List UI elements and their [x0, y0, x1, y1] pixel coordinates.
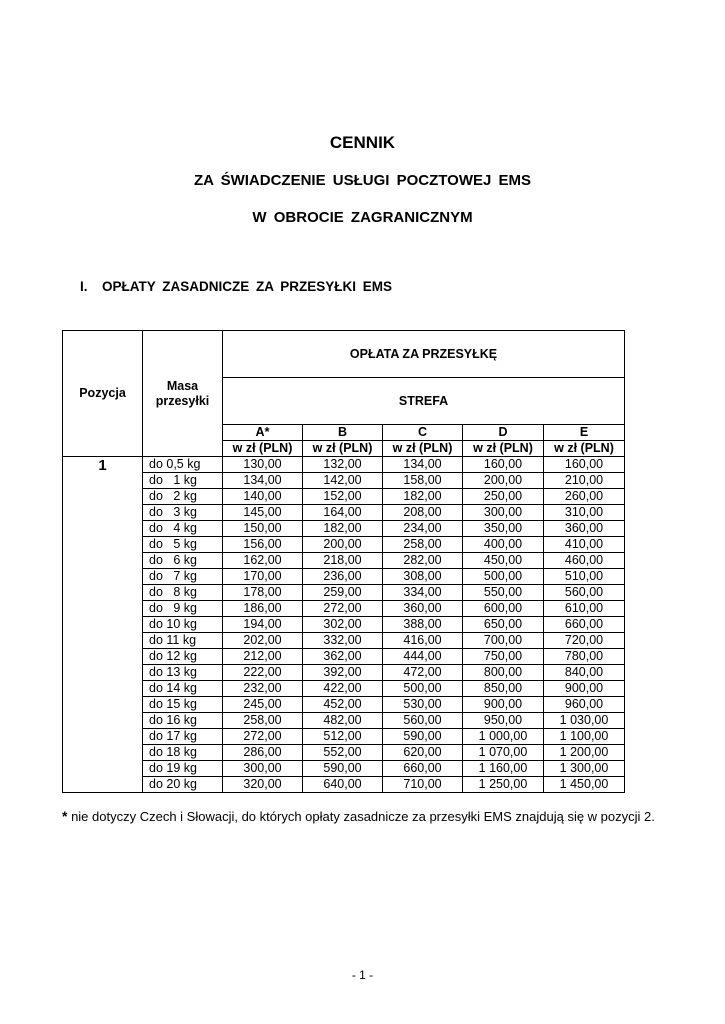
zone-header: C: [383, 425, 463, 441]
table-row: [63, 713, 625, 729]
table-row: [63, 633, 625, 649]
price-cell: 1 000,00: [463, 729, 544, 745]
price-cell: 700,00: [463, 633, 544, 649]
zone-header: B: [303, 425, 383, 441]
price-cell: 422,00: [303, 681, 383, 697]
price-cell: 134,00: [223, 473, 303, 489]
price-cell: 156,00: [223, 537, 303, 553]
weight-cell: do 13 kg: [143, 665, 223, 681]
price-cell: 142,00: [303, 473, 383, 489]
price-cell: 960,00: [544, 697, 625, 713]
price-cell: 234,00: [383, 521, 463, 537]
table-row: [63, 553, 625, 569]
price-cell: 152,00: [303, 489, 383, 505]
weight-cell: do 4 kg: [143, 521, 223, 537]
price-cell: 182,00: [303, 521, 383, 537]
table-row: [63, 697, 625, 713]
table-row: [63, 521, 625, 537]
weight-cell: do 10 kg: [143, 617, 223, 633]
price-cell: 590,00: [303, 761, 383, 777]
price-cell: 552,00: [303, 745, 383, 761]
unit-header: w zł (PLN): [544, 441, 625, 457]
price-cell: 400,00: [463, 537, 544, 553]
price-cell: 1 030,00: [544, 713, 625, 729]
price-cell: 332,00: [303, 633, 383, 649]
header-masa-line2: przesyłki: [155, 393, 210, 408]
price-cell: 258,00: [223, 713, 303, 729]
price-cell: 300,00: [223, 761, 303, 777]
unit-header: w zł (PLN): [223, 441, 303, 457]
zone-header: E: [544, 425, 625, 441]
header-strefa: STREFA: [223, 378, 625, 425]
price-cell: 218,00: [303, 553, 383, 569]
weight-cell: do 7 kg: [143, 569, 223, 585]
price-cell: 160,00: [463, 457, 544, 473]
price-cell: 392,00: [303, 665, 383, 681]
price-cell: 452,00: [303, 697, 383, 713]
price-cell: 334,00: [383, 585, 463, 601]
footnote: [62, 807, 655, 826]
price-cell: 360,00: [383, 601, 463, 617]
price-cell: 500,00: [383, 681, 463, 697]
position-number: 1: [63, 457, 143, 793]
header-oplata: OPŁATA ZA PRZESYŁKĘ: [223, 331, 625, 378]
weight-cell: do 12 kg: [143, 649, 223, 665]
table-row: [63, 617, 625, 633]
price-cell: 360,00: [544, 521, 625, 537]
price-cell: 472,00: [383, 665, 463, 681]
page-subtitle-1: ZA ŚWIADCZENIE USŁUGI POCZTOWEJ EMS: [193, 172, 531, 189]
weight-cell: do 2 kg: [143, 489, 223, 505]
price-cell: 780,00: [544, 649, 625, 665]
price-cell: 640,00: [303, 777, 383, 793]
price-table: [62, 330, 625, 793]
unit-header: w zł (PLN): [463, 441, 544, 457]
zone-header: D: [463, 425, 544, 441]
weight-cell: do 18 kg: [143, 745, 223, 761]
price-cell: 560,00: [383, 713, 463, 729]
price-cell: 482,00: [303, 713, 383, 729]
table-row: [63, 585, 625, 601]
price-cell: 388,00: [383, 617, 463, 633]
weight-cell: do 8 kg: [143, 585, 223, 601]
price-cell: 720,00: [544, 633, 625, 649]
price-cell: 900,00: [463, 697, 544, 713]
price-cell: 272,00: [223, 729, 303, 745]
price-cell: 1 200,00: [544, 745, 625, 761]
price-cell: 132,00: [303, 457, 383, 473]
price-cell: 1 250,00: [463, 777, 544, 793]
table-row: [63, 601, 625, 617]
price-cell: 200,00: [303, 537, 383, 553]
price-cell: 259,00: [303, 585, 383, 601]
price-cell: 250,00: [463, 489, 544, 505]
price-cell: 194,00: [223, 617, 303, 633]
page-number: - 1 -: [351, 968, 374, 982]
price-cell: 282,00: [383, 553, 463, 569]
price-cell: 320,00: [223, 777, 303, 793]
price-cell: 134,00: [383, 457, 463, 473]
price-cell: 1 070,00: [463, 745, 544, 761]
price-cell: 1 100,00: [544, 729, 625, 745]
zone-header: A*: [223, 425, 303, 441]
price-cell: 750,00: [463, 649, 544, 665]
price-cell: 232,00: [223, 681, 303, 697]
price-cell: 500,00: [463, 569, 544, 585]
price-cell: 660,00: [544, 617, 625, 633]
header-masa-line1: Masa: [166, 378, 199, 393]
price-cell: 208,00: [383, 505, 463, 521]
weight-cell: do 5 kg: [143, 537, 223, 553]
price-cell: 410,00: [544, 537, 625, 553]
price-cell: 1 450,00: [544, 777, 625, 793]
price-cell: 800,00: [463, 665, 544, 681]
table-row: [63, 505, 625, 521]
weight-cell: do 14 kg: [143, 681, 223, 697]
price-cell: 590,00: [383, 729, 463, 745]
price-cell: 178,00: [223, 585, 303, 601]
footnote-star: *: [62, 808, 68, 824]
price-cell: 1 300,00: [544, 761, 625, 777]
section-heading: [80, 279, 392, 294]
table-row: [63, 761, 625, 777]
weight-cell: do 6 kg: [143, 553, 223, 569]
price-cell: 362,00: [303, 649, 383, 665]
price-cell: 140,00: [223, 489, 303, 505]
price-cell: 460,00: [544, 553, 625, 569]
price-cell: 258,00: [383, 537, 463, 553]
price-cell: 512,00: [303, 729, 383, 745]
section-title: OPŁATY ZASADNICZE ZA PRZESYŁKI EMS: [102, 279, 393, 294]
table-row: [63, 681, 625, 697]
price-cell: 620,00: [383, 745, 463, 761]
weight-cell: do 3 kg: [143, 505, 223, 521]
weight-cell: do 20 kg: [143, 777, 223, 793]
price-cell: 286,00: [223, 745, 303, 761]
price-cell: 212,00: [223, 649, 303, 665]
price-cell: 150,00: [223, 521, 303, 537]
price-cell: 222,00: [223, 665, 303, 681]
price-cell: 162,00: [223, 553, 303, 569]
price-cell: 450,00: [463, 553, 544, 569]
header-pozycja: Pozycja: [63, 331, 143, 457]
table-row: [63, 489, 625, 505]
table-row: [63, 569, 625, 585]
table-row: [63, 473, 625, 489]
price-cell: 160,00: [544, 457, 625, 473]
price-cell: 610,00: [544, 601, 625, 617]
price-cell: 550,00: [463, 585, 544, 601]
price-cell: 510,00: [544, 569, 625, 585]
header-masa: [143, 331, 223, 457]
price-cell: 308,00: [383, 569, 463, 585]
table-row: [63, 649, 625, 665]
price-cell: 245,00: [223, 697, 303, 713]
price-cell: 850,00: [463, 681, 544, 697]
price-cell: 186,00: [223, 601, 303, 617]
price-cell: 130,00: [223, 457, 303, 473]
weight-cell: do 16 kg: [143, 713, 223, 729]
page-subtitle-2: W OBROCIE ZAGRANICZNYM: [252, 209, 473, 226]
price-cell: 210,00: [544, 473, 625, 489]
price-cell: 650,00: [463, 617, 544, 633]
price-cell: 950,00: [463, 713, 544, 729]
price-cell: 560,00: [544, 585, 625, 601]
price-cell: 350,00: [463, 521, 544, 537]
weight-cell: do 1 kg: [143, 473, 223, 489]
table-row: [63, 745, 625, 761]
price-cell: 200,00: [463, 473, 544, 489]
price-cell: 158,00: [383, 473, 463, 489]
page-title: CENNIK: [329, 133, 396, 152]
price-cell: 170,00: [223, 569, 303, 585]
unit-header: w zł (PLN): [383, 441, 463, 457]
table-row: [63, 777, 625, 793]
price-cell: 900,00: [544, 681, 625, 697]
price-cell: 1 160,00: [463, 761, 544, 777]
table-row: [63, 537, 625, 553]
price-cell: 164,00: [303, 505, 383, 521]
unit-header: w zł (PLN): [303, 441, 383, 457]
price-cell: 416,00: [383, 633, 463, 649]
price-cell: 202,00: [223, 633, 303, 649]
weight-cell: do 19 kg: [143, 761, 223, 777]
weight-cell: do 11 kg: [143, 633, 223, 649]
price-cell: 302,00: [303, 617, 383, 633]
weight-cell: do 15 kg: [143, 697, 223, 713]
table-row: [63, 729, 625, 745]
price-cell: 444,00: [383, 649, 463, 665]
table-row: [63, 665, 625, 681]
price-cell: 236,00: [303, 569, 383, 585]
weight-cell: do 0,5 kg: [143, 457, 223, 473]
section-number: I.: [80, 279, 88, 294]
footnote-text: nie dotyczy Czech i Słowacji, do których opłaty zasadnicze za przesyłki EMS znajdują się w pozycji 2.: [67, 809, 655, 824]
weight-cell: do 9 kg: [143, 601, 223, 617]
weight-cell: do 17 kg: [143, 729, 223, 745]
price-cell: 145,00: [223, 505, 303, 521]
price-cell: 182,00: [383, 489, 463, 505]
price-cell: 600,00: [463, 601, 544, 617]
price-cell: 300,00: [463, 505, 544, 521]
price-cell: 530,00: [383, 697, 463, 713]
table-row: [63, 457, 625, 473]
price-cell: 272,00: [303, 601, 383, 617]
price-cell: 660,00: [383, 761, 463, 777]
price-cell: 840,00: [544, 665, 625, 681]
price-cell: 310,00: [544, 505, 625, 521]
price-cell: 260,00: [544, 489, 625, 505]
price-cell: 710,00: [383, 777, 463, 793]
